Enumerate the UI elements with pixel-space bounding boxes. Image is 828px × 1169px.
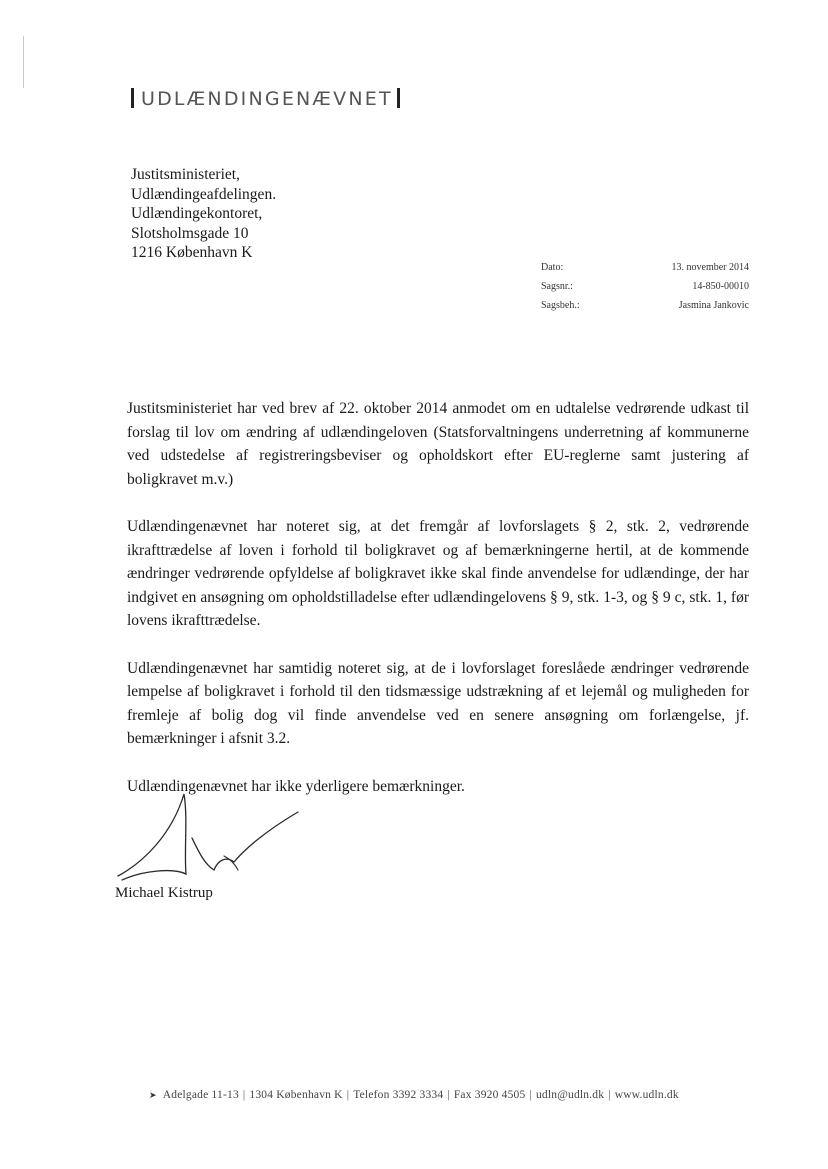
meta-label: Dato: bbox=[541, 262, 564, 273]
meta-label: Sagsnr.: bbox=[541, 281, 573, 292]
recipient-address bbox=[131, 165, 276, 263]
body-paragraph: Udlændingenævnet har noteret sig, at det fremgår af lovforslagets § 2, stk. 2, vedrørende ikrafttrædelse af loven i forhold til boligkravet og af bemærkningerne hertil, at de kommende ændringer vedrørende opfyldelse af boligkravet ikke skal finde anvendelse for udlændinge, der har indgivet en ansøgning om opholdstilladelse efter udlændingelovens § 9, stk. 1-3, og § 9 c, stk. 1, før lovens ikrafttrædelse. bbox=[127, 518, 749, 629]
body-paragraph: Udlændingenævnet har samtidig noteret sig, at de i lovforslaget foreslåede ændringer vedrørende lempelse af boligkravet i forhold til den tidsmæssige udstrækning af et lejemål og muligheden for fremleje af bolig dog vil finde anvendelse ved en senere ansøgning om forlængelse, jf. bemærkninger i afsnit 3.2. bbox=[127, 659, 749, 747]
scan-edge-mark bbox=[23, 36, 24, 88]
address-line: Slotsholmsgade 10 bbox=[131, 224, 249, 242]
footer-separator: | bbox=[242, 1089, 246, 1101]
address-line: Udlændingekontoret, bbox=[131, 205, 263, 222]
handwritten-signature bbox=[114, 790, 304, 890]
address-line: Udlændingeafdelingen. bbox=[131, 185, 277, 203]
body-paragraph-closing: Udlændingenævnet har ikke yderligere bemærkninger. bbox=[127, 777, 465, 795]
footer-address: Adelgade 11-13 bbox=[162, 1089, 239, 1101]
logo-bar-left bbox=[131, 88, 134, 108]
footer-website: www.udln.dk bbox=[614, 1089, 679, 1101]
letter-meta bbox=[541, 258, 749, 315]
meta-row-case-number bbox=[541, 277, 749, 296]
arrow-right-icon: ➤ bbox=[149, 1090, 157, 1100]
footer-email: udln@udln.dk bbox=[535, 1089, 605, 1101]
signer-name: Michael Kistrup bbox=[115, 885, 213, 901]
footer-separator: | bbox=[608, 1089, 611, 1101]
body-paragraph: Justitsministeriet har ved brev af 22. oktober 2014 anmodet om en udtalelse vedrørende udkast til forslag til lov om ændring af udlændingeloven (Statsforvaltningens underretning af kommunerne ved udstedelse af registreringsbeviser og opholdskort efter EU-reglerne samt justering af boligkravet m.v.) bbox=[127, 400, 749, 488]
letter-body bbox=[127, 397, 749, 822]
meta-row-date bbox=[541, 258, 749, 277]
footer-postal: 1304 København K bbox=[249, 1089, 343, 1101]
address-line: 1216 København K bbox=[131, 244, 253, 261]
letterhead-logo bbox=[131, 88, 400, 110]
logo-text: UDLÆNDINGENÆVNET bbox=[141, 88, 393, 110]
meta-row-case-handler bbox=[541, 296, 749, 315]
meta-label: Sagsbeh.: bbox=[541, 300, 580, 311]
footer-phone: Telefon 3392 3334 bbox=[353, 1089, 444, 1101]
logo-bar-right bbox=[397, 88, 400, 108]
meta-value: Jasmina Jankovic bbox=[678, 300, 749, 311]
footer-separator: | bbox=[447, 1089, 450, 1101]
meta-value: 13. november 2014 bbox=[671, 262, 749, 273]
address-line: Justitsministeriet, bbox=[131, 166, 240, 183]
footer-contact bbox=[149, 1089, 679, 1101]
footer-separator: | bbox=[346, 1089, 350, 1101]
footer-separator: | bbox=[529, 1089, 532, 1101]
meta-value: 14-850-00010 bbox=[692, 281, 749, 292]
footer-fax: Fax 3920 4505 bbox=[453, 1089, 526, 1101]
